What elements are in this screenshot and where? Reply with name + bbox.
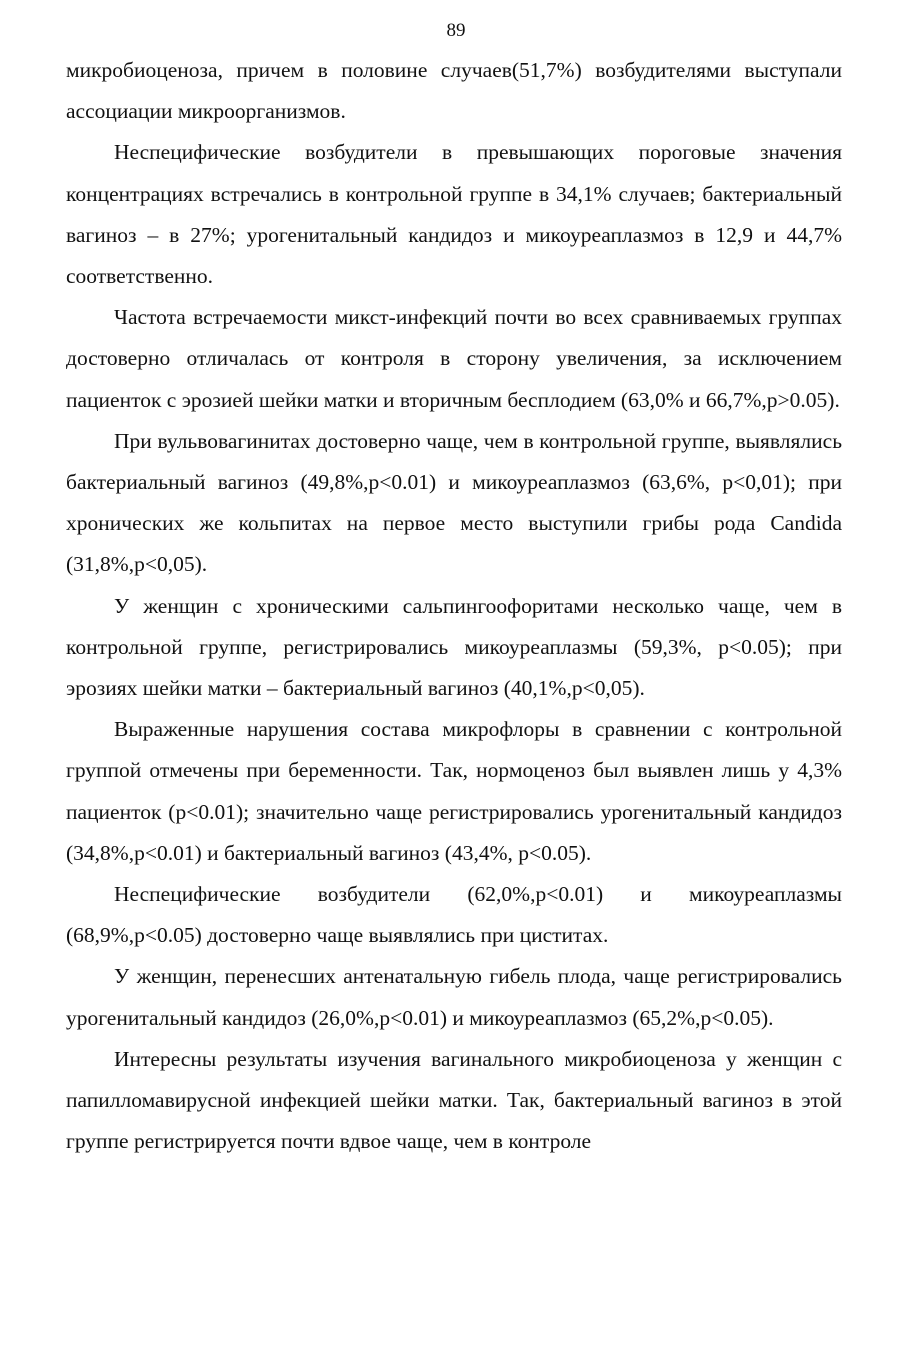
paragraph-9: Интересны результаты изучения вагинального микробиоценоза у женщин с папилломавирусной инфекцией шейки матки. Так, бактериальный вагиноз в этой группе регистрируется почти вдвое чаще, чем в контроле [66,1046,842,1154]
paragraph-1: микробиоценоза, причем в половине случаев(51,7%) возбудителями выступали ассоциации микроорганизмов. [66,58,842,124]
paragraph-5: У женщин с хроническими сальпингоофоритами несколько чаще, чем в контрольной группе, регистрировались микоуреаплазмы (59,3%, p<0.05); при эрозиях шейки матки – бактериальный вагиноз (40,1%,p<0,05). [66,593,842,701]
page-number: 89 [446,20,466,41]
paragraph-6: Выраженные нарушения состава микрофлоры в сравнении с контрольной группой отмечены при беременности. Так, нормоценоз был выявлен лишь у 4,3% пациенток (p<0.01); значительно чаще регистрировались урогенитальный кандидоз (34,8%,p<0.01) и бактериальный вагиноз (43,4%, p<0.05). [66,717,842,865]
paragraph-3: Частота встречаемости микст-инфекций почти во всех сравниваемых группах достоверно отличалась от контроля в сторону увеличения, за исключением пациенток с эрозией шейки матки и вторичным бесплодием (63,0% и 66,7%,p>0.05). [66,305,842,412]
paragraph-2: Неспецифические возбудители в превышающих пороговые значения концентрациях встречались в контрольной группе в 34,1% случаев; бактериальный вагиноз – в 27%; урогенитальный кандидоз и микоуреаплазмоз в 12,9 и 44,7% соответственно. [66,140,842,289]
body-text [66,50,842,1162]
paragraph-4: При вульвовагинитах достоверно чаще, чем в контрольной группе, выявлялись бактериальный вагиноз (49,8%,p<0.01) и микоуреаплазмоз (63,6%, p<0,01); при хронических же кольпитах на первое место выступили грибы рода Candida (31,8%,p<0,05). [66,428,842,577]
paragraph-7: Неспецифические возбудители (62,0%,p<0.01) и микоуреаплазмы (68,9%,p<0.05) достоверно чаще выявлялись при циститах. [66,882,842,948]
paragraph-8: У женщин, перенесших антенатальную гибель плода, чаще регистрировались урогенитальный кандидоз (26,0%,p<0.01) и микоуреаплазмоз (65,2%,p<0.05). [66,964,842,1030]
